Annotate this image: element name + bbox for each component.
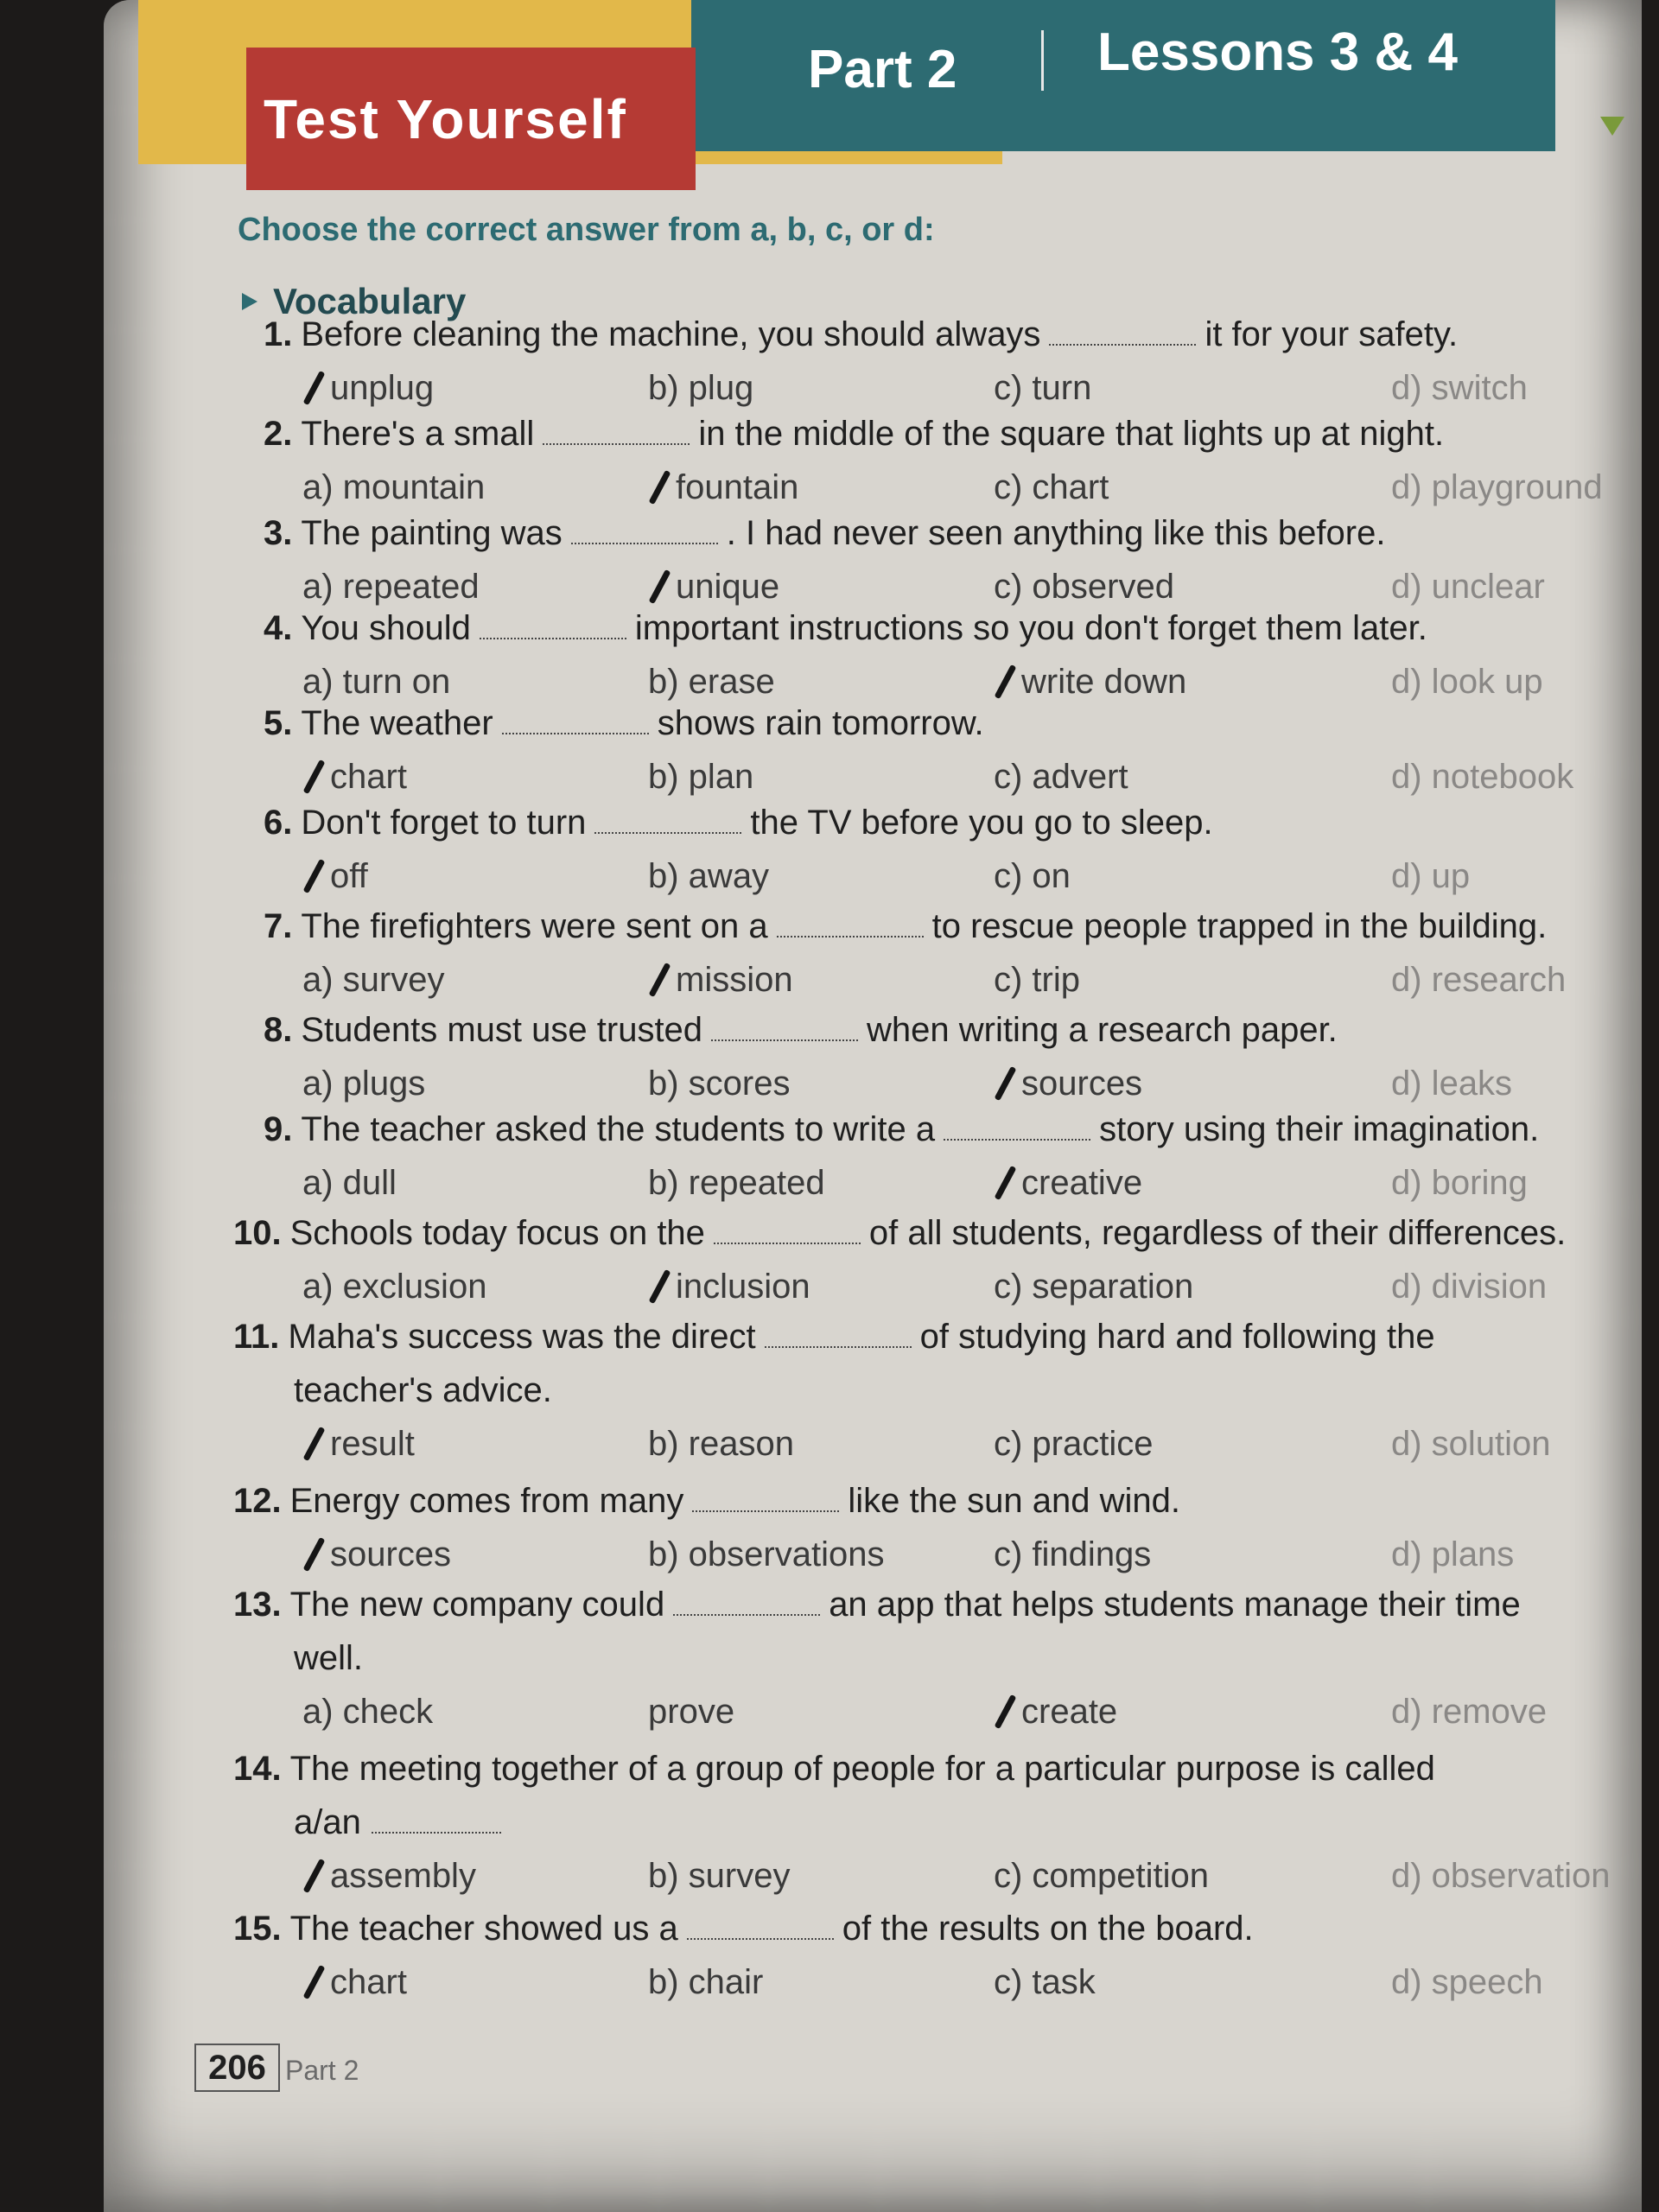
option-label: sources xyxy=(330,1535,452,1573)
option-a[interactable] xyxy=(302,1693,433,1732)
option-label: d) solution xyxy=(1391,1425,1551,1463)
question-stem xyxy=(264,514,1385,553)
option-b[interactable] xyxy=(648,758,753,797)
option-label: a) dull xyxy=(302,1164,397,1202)
question-text-before: There's a small xyxy=(301,415,535,453)
answer-blank[interactable] xyxy=(543,435,690,445)
option-label: d) look up xyxy=(1391,663,1543,701)
answer-blank[interactable] xyxy=(571,534,718,544)
answer-blank[interactable] xyxy=(1049,335,1196,346)
option-d[interactable] xyxy=(1391,857,1470,896)
answer-blank[interactable] xyxy=(673,1605,820,1616)
question-stem xyxy=(264,315,1458,354)
answer-blank[interactable] xyxy=(765,1338,912,1348)
question-stem xyxy=(233,1910,1254,1948)
answer-blank[interactable] xyxy=(944,1130,1090,1141)
option-b[interactable] xyxy=(648,1268,810,1306)
lessons-title: Lessons 3 & 4 xyxy=(1097,22,1458,82)
question-text-before: Before cleaning the machine, you should always xyxy=(301,315,1041,353)
option-label: a) survey xyxy=(302,961,445,999)
page-part-label: Part 2 xyxy=(285,2055,359,2086)
option-a[interactable] xyxy=(302,1535,451,1574)
answer-blank[interactable] xyxy=(594,823,741,834)
option-label: b) observations xyxy=(648,1535,885,1573)
option-c[interactable] xyxy=(994,857,1071,896)
option-label: b) away xyxy=(648,857,770,895)
question-text-after: when writing a research paper. xyxy=(867,1011,1338,1049)
question-stem xyxy=(233,1482,1180,1521)
question-text-before: The weather xyxy=(301,704,493,742)
option-d[interactable] xyxy=(1391,1535,1514,1574)
question-number: 9. xyxy=(264,1110,293,1148)
question-number: 3. xyxy=(264,514,293,552)
pen-check-mark-icon xyxy=(994,1166,1018,1198)
question-text-before: Don't forget to turn xyxy=(301,804,587,842)
option-c[interactable] xyxy=(994,1164,1142,1203)
pen-check-mark-icon xyxy=(302,1859,327,1891)
option-label: b) repeated xyxy=(648,1164,825,1202)
option-label: d) division xyxy=(1391,1268,1548,1306)
part-title: Part 2 xyxy=(808,40,957,99)
option-c[interactable] xyxy=(994,1693,1117,1732)
option-d[interactable] xyxy=(1391,1693,1547,1732)
question-text-before: The meeting together of a group of people for a particular purpose is called xyxy=(289,1750,1435,1788)
pen-check-mark-icon xyxy=(994,1067,1018,1098)
question-text-after: of all students, regardless of their differences. xyxy=(868,1214,1567,1252)
option-label: b) chair xyxy=(648,1963,764,2001)
option-label: d) boring xyxy=(1391,1164,1528,1202)
question-continuation: well. xyxy=(294,1639,364,1677)
pen-check-mark-icon xyxy=(648,1270,672,1301)
option-label: fountain xyxy=(676,468,799,506)
option-label: assembly xyxy=(330,1857,476,1895)
answer-blank[interactable] xyxy=(711,1031,858,1041)
question-stem xyxy=(264,1110,1539,1149)
option-a[interactable] xyxy=(302,1963,407,2002)
option-c[interactable] xyxy=(994,568,1174,607)
question-number: 14. xyxy=(233,1750,282,1788)
option-label: d) speech xyxy=(1391,1963,1543,2001)
option-label: unique xyxy=(676,568,780,606)
option-b[interactable] xyxy=(648,1065,791,1103)
option-label: d) playground xyxy=(1391,468,1603,506)
option-a[interactable] xyxy=(302,1065,425,1103)
option-d[interactable] xyxy=(1391,758,1573,797)
question-text-before: Students must use trusted xyxy=(301,1011,703,1049)
question-number: 5. xyxy=(264,704,293,742)
option-label: result xyxy=(330,1425,415,1463)
option-a[interactable] xyxy=(302,568,480,607)
option-label: c) separation xyxy=(994,1268,1194,1306)
question-stem xyxy=(233,1318,1435,1357)
option-label: write down xyxy=(1021,663,1187,701)
question-text-after: an app that helps students manage their time xyxy=(829,1586,1521,1624)
option-label: d) observation xyxy=(1391,1857,1611,1895)
question-text-before: The firefighters were sent on a xyxy=(301,907,768,945)
question-text-after: shows rain tomorrow. xyxy=(657,704,984,742)
pen-check-mark-icon xyxy=(648,570,672,601)
option-label: prove xyxy=(648,1693,735,1731)
option-c[interactable] xyxy=(994,961,1080,1000)
question-text-after: story using their imagination. xyxy=(1099,1110,1540,1148)
pen-check-mark-icon xyxy=(302,1538,327,1569)
option-d[interactable] xyxy=(1391,1268,1547,1306)
option-c[interactable] xyxy=(994,369,1091,408)
answer-blank[interactable] xyxy=(372,1823,501,1834)
option-a[interactable] xyxy=(302,369,434,408)
option-c[interactable] xyxy=(994,1268,1193,1306)
pen-check-mark-icon xyxy=(302,860,327,891)
instruction-text: Choose the correct answer from a, b, c, or d: xyxy=(238,212,935,248)
option-label: c) task xyxy=(994,1963,1096,2001)
option-label: inclusion xyxy=(676,1268,810,1306)
question-text-after: it for your safety. xyxy=(1205,315,1459,353)
option-label: chart xyxy=(330,1963,407,2001)
option-a[interactable] xyxy=(302,468,485,507)
option-label: d) notebook xyxy=(1391,758,1574,796)
option-label: a) turn on xyxy=(302,663,451,701)
option-d[interactable] xyxy=(1391,663,1543,702)
option-label: c) on xyxy=(994,857,1071,895)
option-d[interactable] xyxy=(1391,1425,1551,1464)
answer-blank[interactable] xyxy=(502,724,649,734)
option-b[interactable] xyxy=(648,1164,825,1203)
pen-check-mark-icon xyxy=(302,1427,327,1459)
option-d[interactable] xyxy=(1391,568,1545,607)
pen-check-mark-icon xyxy=(302,1966,327,1997)
question-stem xyxy=(233,1586,1521,1624)
question-number: 15. xyxy=(233,1910,282,1948)
bookmark-triangle-icon xyxy=(1600,117,1624,136)
option-b[interactable] xyxy=(648,468,798,507)
question-number: 7. xyxy=(264,907,293,945)
question-text-before: The painting was xyxy=(301,514,563,552)
option-label: a) plugs xyxy=(302,1065,426,1103)
page-number: 206 xyxy=(194,2044,280,2092)
question-text-before: The new company could xyxy=(289,1586,665,1624)
option-label: b) erase xyxy=(648,663,775,701)
option-c[interactable] xyxy=(994,758,1128,797)
option-d[interactable] xyxy=(1391,1164,1528,1203)
option-label: d) leaks xyxy=(1391,1065,1513,1103)
option-b[interactable] xyxy=(648,1693,734,1732)
header-divider xyxy=(1041,30,1044,91)
option-c[interactable] xyxy=(994,1963,1096,2002)
option-label: mission xyxy=(676,961,793,999)
question-number: 12. xyxy=(233,1482,282,1520)
pen-check-mark-icon xyxy=(302,372,327,403)
pen-check-mark-icon xyxy=(994,665,1018,696)
option-label: a) check xyxy=(302,1693,434,1731)
question-stem xyxy=(233,1214,1566,1253)
question-text-before: You should xyxy=(301,609,471,647)
question-number: 8. xyxy=(264,1011,293,1049)
option-label: b) survey xyxy=(648,1857,791,1895)
option-label: c) advert xyxy=(994,758,1128,796)
answer-blank[interactable] xyxy=(692,1502,839,1512)
question-text-after: the TV before you go to sleep. xyxy=(750,804,1213,842)
option-a[interactable] xyxy=(302,1857,476,1896)
option-label: d) up xyxy=(1391,857,1471,895)
option-label: c) observed xyxy=(994,568,1174,606)
option-label: d) plans xyxy=(1391,1535,1515,1573)
option-b[interactable] xyxy=(648,857,769,896)
question-text-before: Energy comes from many xyxy=(289,1482,684,1520)
question-number: 2. xyxy=(264,415,293,453)
option-d[interactable] xyxy=(1391,1857,1610,1896)
option-d[interactable] xyxy=(1391,468,1603,507)
question-text-before: Schools today focus on the xyxy=(289,1214,705,1252)
option-c[interactable] xyxy=(994,1425,1154,1464)
option-label: d) research xyxy=(1391,961,1567,999)
option-d[interactable] xyxy=(1391,961,1566,1000)
question-stem xyxy=(264,415,1444,454)
option-b[interactable] xyxy=(648,961,793,1000)
question-text-after: of studying hard and following the xyxy=(919,1318,1435,1356)
option-label: c) turn xyxy=(994,369,1092,407)
option-a[interactable] xyxy=(302,1425,415,1464)
question-stem xyxy=(264,804,1213,842)
option-d[interactable] xyxy=(1391,1065,1512,1103)
test-yourself-badge: Test Yourself xyxy=(246,48,696,190)
pen-check-mark-icon xyxy=(302,760,327,791)
question-text-before: The teacher showed us a xyxy=(289,1910,678,1948)
option-b[interactable] xyxy=(648,663,775,702)
question-stem xyxy=(264,609,1427,648)
question-text-after: like the sun and wind. xyxy=(848,1482,1180,1520)
pen-check-mark-icon xyxy=(648,963,672,995)
question-number: 4. xyxy=(264,609,293,647)
option-b[interactable] xyxy=(648,1535,884,1574)
option-label: b) plug xyxy=(648,369,754,407)
option-a[interactable] xyxy=(302,857,368,896)
option-label: d) unclear xyxy=(1391,568,1545,606)
option-label: c) practice xyxy=(994,1425,1154,1463)
option-label: c) trip xyxy=(994,961,1080,999)
question-number: 13. xyxy=(233,1586,282,1624)
option-label: c) chart xyxy=(994,468,1109,506)
option-label: unplug xyxy=(330,369,435,407)
answer-blank-wrap xyxy=(363,1803,510,1842)
option-label: off xyxy=(330,857,368,895)
question-stem xyxy=(264,907,1547,946)
option-b[interactable] xyxy=(648,1425,794,1464)
question-text-after: important instructions so you don't forget them later. xyxy=(634,609,1427,647)
answer-blank[interactable] xyxy=(480,629,626,639)
answer-blank[interactable] xyxy=(687,1929,834,1940)
question-text-after: to rescue people trapped in the building. xyxy=(931,907,1548,945)
question-number: 1. xyxy=(264,315,293,353)
question-number: 11. xyxy=(233,1318,280,1356)
option-c[interactable] xyxy=(994,468,1109,507)
pen-check-mark-icon xyxy=(648,471,672,502)
answer-blank[interactable] xyxy=(777,927,924,938)
option-label: create xyxy=(1021,1693,1118,1731)
question-text-after: of the results on the board. xyxy=(842,1910,1254,1948)
section-arrow-icon xyxy=(242,293,257,310)
option-b[interactable] xyxy=(648,1857,791,1896)
option-a[interactable] xyxy=(302,663,450,702)
option-c[interactable] xyxy=(994,1065,1142,1103)
answer-blank[interactable] xyxy=(714,1234,861,1244)
question-text-after: . I had never seen anything like this before. xyxy=(726,514,1386,552)
option-a[interactable] xyxy=(302,1268,486,1306)
option-label: b) plan xyxy=(648,758,754,796)
option-c[interactable] xyxy=(994,1857,1209,1896)
question-number: 6. xyxy=(264,804,293,842)
question-stem xyxy=(264,704,984,743)
option-label: sources xyxy=(1021,1065,1143,1103)
option-label: c) findings xyxy=(994,1535,1152,1573)
option-label: chart xyxy=(330,758,407,796)
question-continuation: teacher's advice. xyxy=(294,1371,552,1409)
option-label: d) switch xyxy=(1391,369,1528,407)
option-label: b) reason xyxy=(648,1425,794,1463)
option-label: creative xyxy=(1021,1164,1143,1202)
pen-check-mark-icon xyxy=(994,1695,1018,1726)
section-label: Vocabulary xyxy=(273,281,467,321)
question-number: 10. xyxy=(233,1214,282,1252)
question-stem xyxy=(264,1011,1338,1050)
option-c[interactable] xyxy=(994,663,1186,702)
option-label: a) exclusion xyxy=(302,1268,487,1306)
question-text-before: Maha's success was the direct xyxy=(288,1318,756,1356)
option-a[interactable] xyxy=(302,1164,397,1203)
option-label: a) repeated xyxy=(302,568,480,606)
option-label: a) mountain xyxy=(302,468,486,506)
question-text-before: The teacher asked the students to write a xyxy=(301,1110,936,1148)
option-label: b) scores xyxy=(648,1065,791,1103)
option-b[interactable] xyxy=(648,568,779,607)
option-label: d) remove xyxy=(1391,1693,1548,1731)
option-b[interactable] xyxy=(648,369,753,408)
option-d[interactable] xyxy=(1391,369,1528,408)
option-a[interactable] xyxy=(302,758,407,797)
question-continuation: a/an xyxy=(294,1803,361,1841)
option-label: c) competition xyxy=(994,1857,1209,1895)
option-c[interactable] xyxy=(994,1535,1151,1574)
option-a[interactable] xyxy=(302,961,445,1000)
option-d[interactable] xyxy=(1391,1963,1543,2002)
option-b[interactable] xyxy=(648,1963,763,2002)
question-text-after: in the middle of the square that lights up at night. xyxy=(698,415,1445,453)
question-stem xyxy=(233,1750,1435,1789)
